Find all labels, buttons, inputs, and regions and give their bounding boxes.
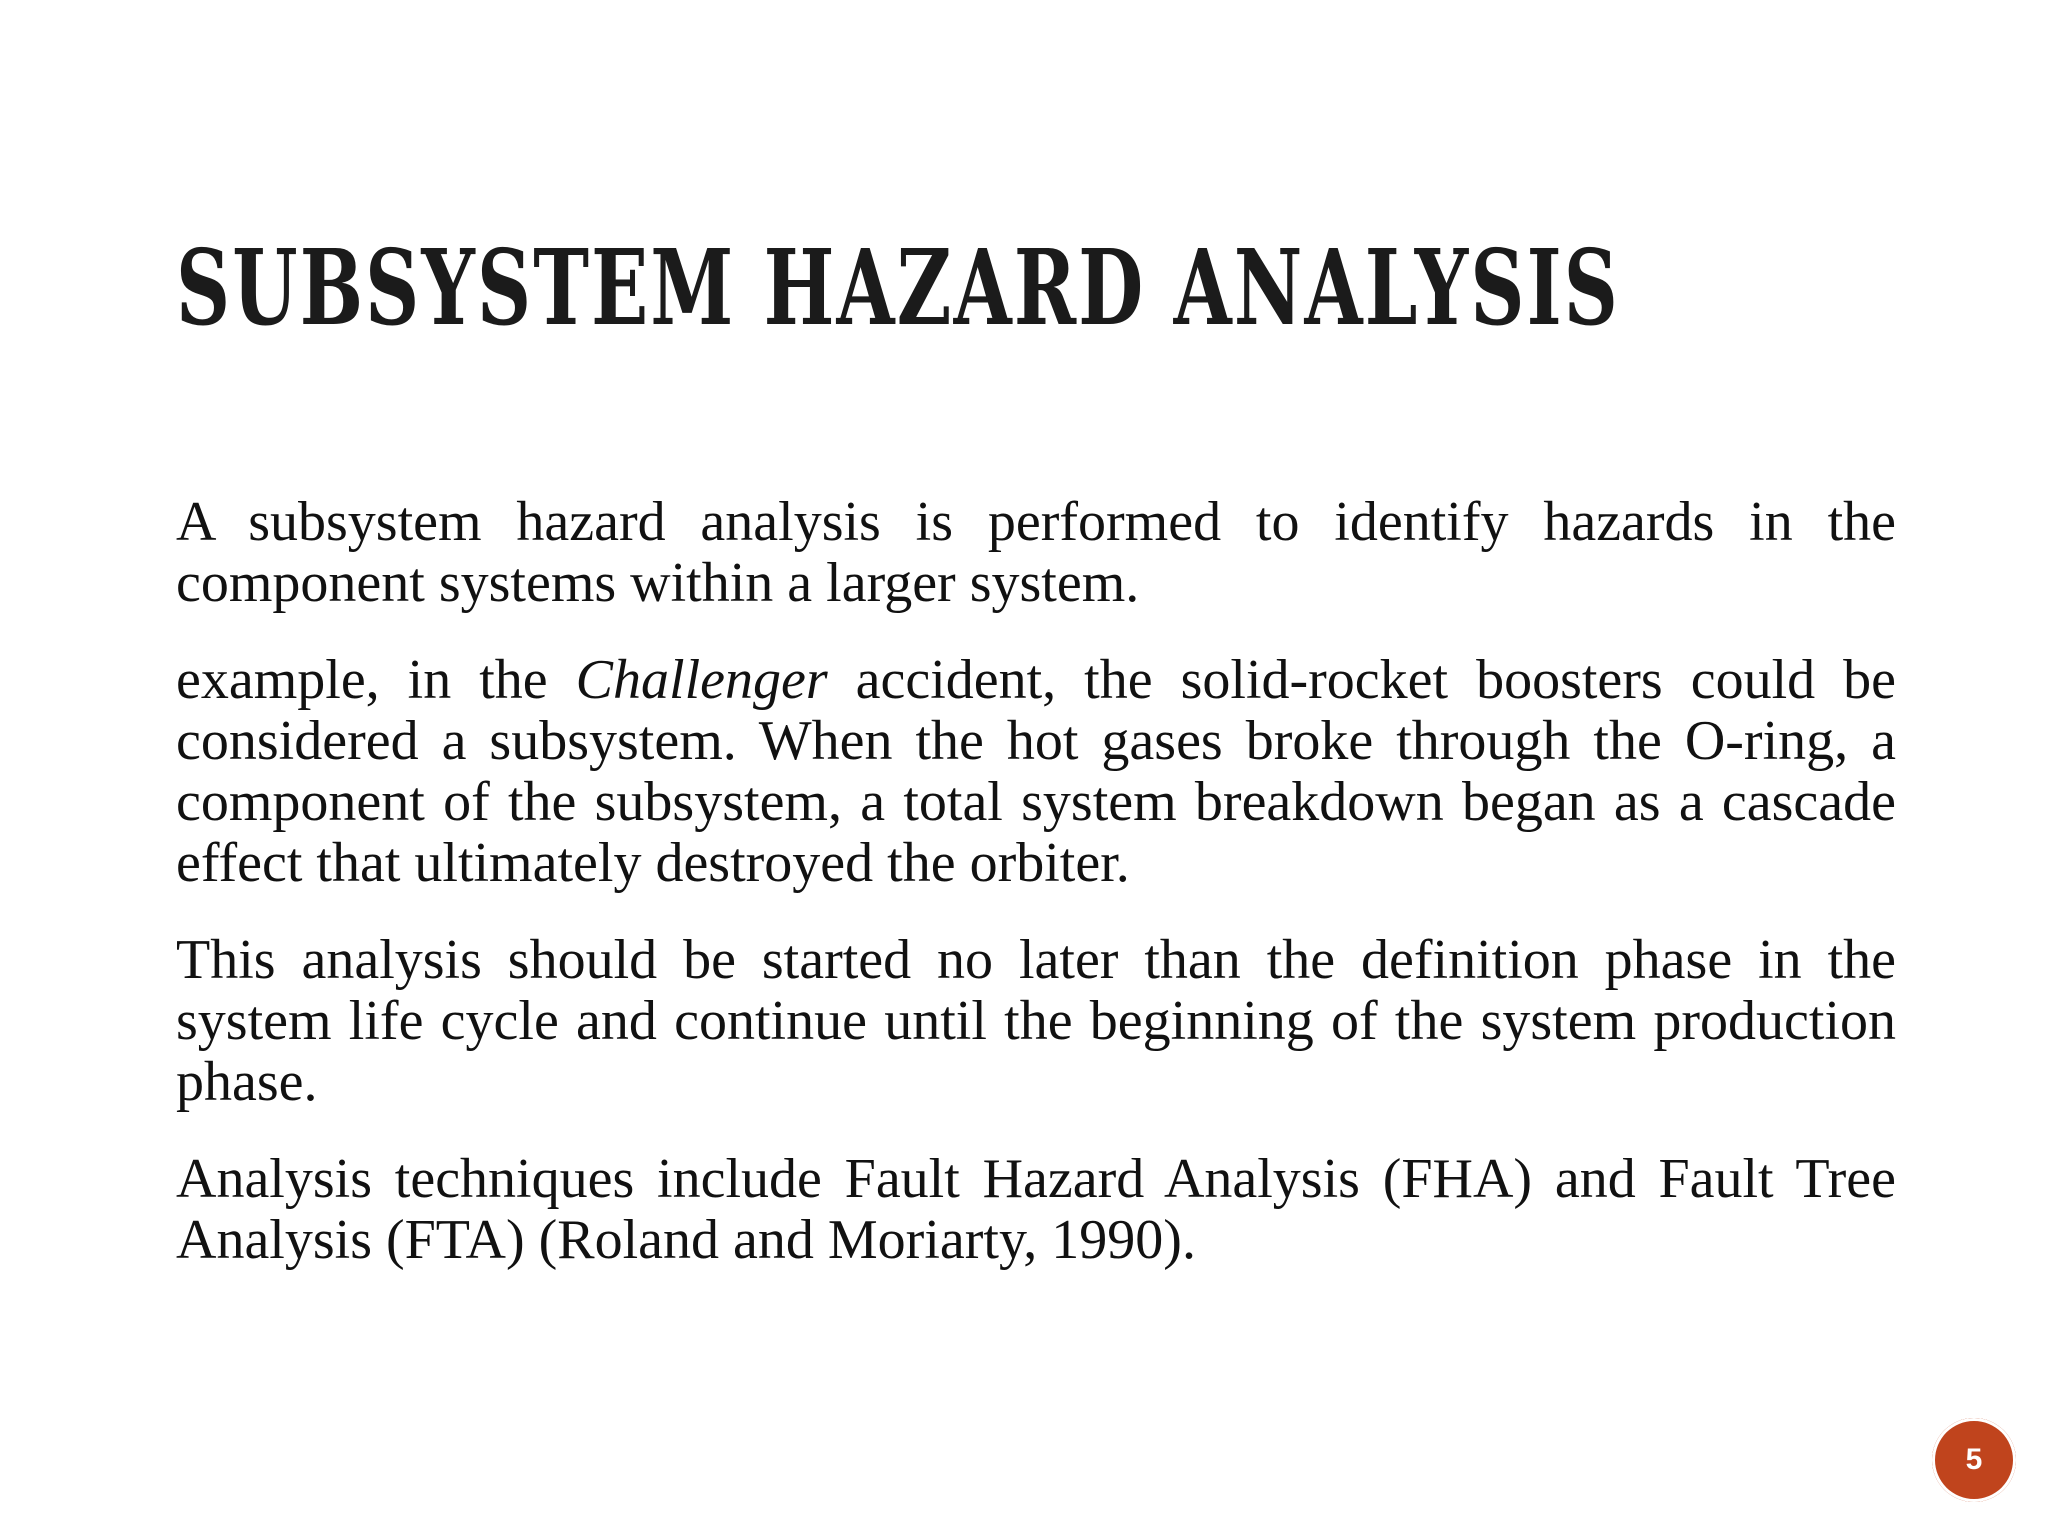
page-number: 5: [1965, 1443, 1983, 1476]
paragraph-timing: This analysis should be started no later than the definition phase in the system life cycle and continue until the beginning of the system production phase.: [176, 929, 1896, 1113]
paragraph-definition: A subsystem hazard analysis is performed to identify hazards in the component systems within a larger system.: [176, 491, 1896, 614]
slide-title: SUBSYSTEM HAZARD ANALYSIS: [176, 226, 1621, 349]
example-italic-term: Challenger: [575, 649, 828, 711]
example-text-start: example, in the: [176, 649, 576, 711]
paragraph-techniques: Analysis techniques include Fault Hazard Analysis (FHA) and Fault Tree Analysis (FTA) (Roland and Moriarty, 1990).: [176, 1148, 1896, 1271]
slide-body: [176, 492, 1896, 1307]
paragraph-example: [176, 650, 1896, 894]
example-text-end: accident, the solid-rocket boosters could be considered a subsystem. When the hot gases broke through the O-ring, a component of the subsystem, a total system breakdown began as a cascade effect that ultimately destroyed the orbiter.: [176, 649, 1896, 894]
page-number-badge: [1932, 1418, 2016, 1502]
